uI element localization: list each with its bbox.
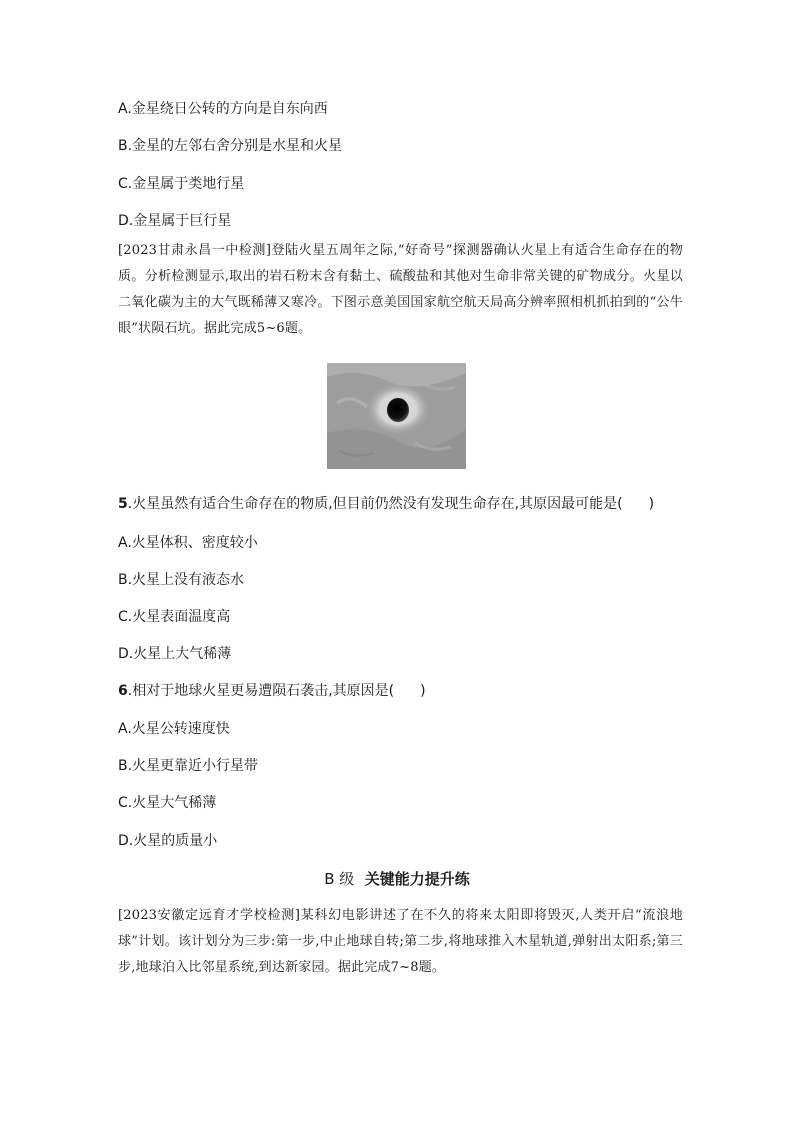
q4-option-c: C.金星属于类地行星 xyxy=(118,176,245,192)
q5-option-d: D.火星上大气稀薄 xyxy=(118,646,232,662)
q4-option-d: D.金星属于巨行星 xyxy=(118,213,232,229)
q6-option-d: D.火星的质量小 xyxy=(118,833,218,849)
crater-photo xyxy=(327,363,466,469)
q4-option-a: A.金星绕日公转的方向是自东向西 xyxy=(118,101,328,117)
question-5-close-paren: ) xyxy=(648,496,655,512)
q4-option-b: B.金星的左邻右舍分别是水星和火星 xyxy=(118,138,343,154)
section-level: B 级 xyxy=(324,870,355,888)
question-6-number: 6 xyxy=(118,683,128,699)
question-6 xyxy=(118,681,426,701)
q5-option-c: C.火星表面温度高 xyxy=(118,609,231,625)
question-5 xyxy=(118,494,654,514)
section-heading xyxy=(0,868,794,890)
q6-option-b: B.火星更靠近小行星带 xyxy=(118,758,259,774)
passage-mars: [2023甘肃永昌一中检测]登陆火星五周年之际,“好奇号”探测器确认火星上有适合生命存在的物质。分析检测显示,取出的岩石粉末含有黏土、硫酸盐和其他对生命非常关键的矿物成分。火星以二氧化碳为主的大气既稀薄又寒冷。下图示意美国国家航空航天局高分辨率照相机抓拍到的“公牛眼”状陨石坑。据此完成5~6题。 xyxy=(118,243,683,336)
q6-option-c: C.火星大气稀薄 xyxy=(118,795,217,811)
bullseye-crater-image xyxy=(327,363,466,469)
q5-option-a: A.火星体积、密度较小 xyxy=(118,535,258,551)
section-title: 关键能力提升练 xyxy=(364,870,470,888)
question-6-close-paren: ) xyxy=(420,683,426,699)
question-5-text: .火星虽然有适合生命存在的物质,但目前仍然没有发现生命存在,其原因最可能是( xyxy=(127,496,623,512)
question-5-number: 5 xyxy=(118,496,128,512)
question-6-text: .相对于地球火星更易遭陨石袭击,其原因是( xyxy=(127,683,395,699)
q6-option-a: A.火星公转速度快 xyxy=(118,721,230,737)
passage-wandering-earth: [2023安徽定远育才学校检测]某科幻电影讲述了在不久的将来太阳即将毁灭,人类开启“流浪地球”计划。该计划分为三步:第一步,中止地球自转;第二步,将地球推入木星轨道,弹射出太阳系;第三步,地球泊入比邻星系统,到达新家园。据此完成7~8题。 xyxy=(118,908,683,975)
q5-option-b: B.火星上没有液态水 xyxy=(118,572,245,588)
